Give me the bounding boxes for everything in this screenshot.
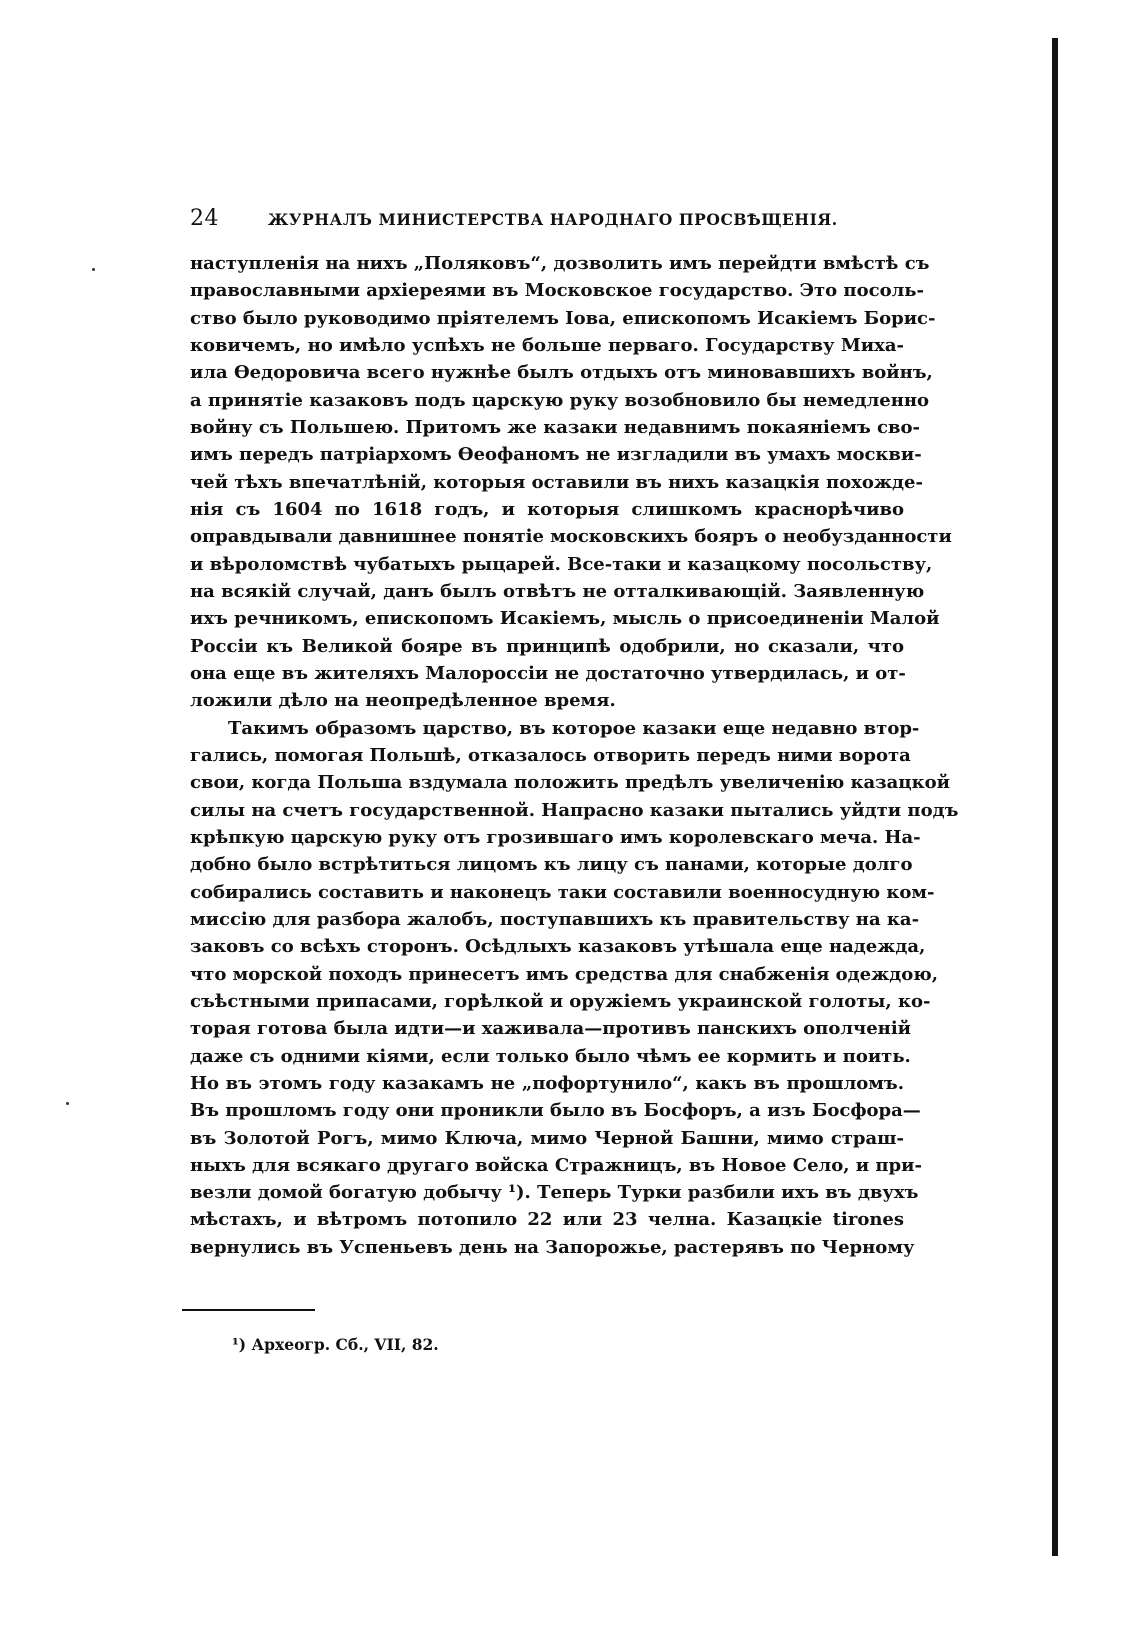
text-line: Такимъ образомъ царство, въ которое казаки еще недавно втор- — [228, 717, 920, 739]
page-header — [190, 206, 910, 236]
text-line: на всякій случай, данъ былъ отвѣтъ не отталкивающій. Заявленную — [190, 580, 925, 602]
text-line: въ Золотой Рогъ, мимо Ключа, мимо Черной Башни, мимо страш- — [190, 1127, 904, 1149]
scan-speck — [92, 268, 95, 271]
footnote: ¹) Археогр. Сб., VII, 82. — [232, 1335, 439, 1354]
text-line: чей тѣхъ впечатлѣній, которыя оставили въ нихъ казацкія похожде- — [190, 471, 923, 493]
text-line: а принятіе казаковъ подъ царскую руку возобновило бы немедленно — [190, 389, 930, 411]
text-line: нія съ 1604 по 1618 годъ, и которыя слишкомъ краснорѣчиво — [190, 498, 904, 520]
text-line: везли домой богатую добычу ¹). Теперь Турки разбили ихъ въ двухъ — [190, 1182, 919, 1204]
text-line: ныхъ для всякаго другаго войска Стражницъ, въ Новое Село, и при- — [190, 1154, 922, 1176]
text-line: крѣпкую царскую руку отъ грозившаго имъ королевскаго меча. На- — [190, 826, 921, 848]
text-line: ихъ речникомъ, епископомъ Исакіемъ, мысль о присоединеніи Малой — [190, 608, 940, 630]
footnote-divider — [182, 1309, 315, 1311]
text-line: Россіи къ Великой бояре въ принципѣ одобрили, но сказали, что — [190, 635, 904, 657]
text-line: торая готова была идти—и хаживала—противъ панскихъ ополченій — [190, 1018, 912, 1040]
text-line: православными архіереями въ Московское государство. Это посоль- — [190, 280, 924, 302]
text-line: она еще въ жителяхъ Малороссіи не достаточно утвердилась, и от- — [190, 662, 906, 684]
text-line: наступленія на нихъ „Поляковъ“, дозволить имъ перейдти вмѣстѣ съ — [190, 253, 930, 274]
text-line: добно было встрѣтиться лицомъ къ лицу съ панами, которые долго — [190, 854, 913, 876]
text-line: свои, когда Польша вздумала положить предѣлъ увеличенію казацкой — [190, 772, 950, 794]
body-text — [190, 250, 959, 1261]
text-line: оправдывали давнишнее понятіе московскихъ бояръ о необузданности — [190, 526, 952, 548]
text-line: войну съ Польшею. Притомъ же казаки недавнимъ покаяніемъ сво- — [190, 416, 920, 438]
text-line: ила Ѳедоровича всего нужнѣе былъ отдыхъ отъ миновавшихъ войнъ, — [190, 362, 933, 384]
scan-speck — [66, 1102, 69, 1105]
text-line: ложили дѣло на неопредѣленное время. — [190, 690, 616, 712]
text-line: заковъ со всѣхъ сторонъ. Осѣдлыхъ казаковъ утѣшала еще надежда, — [190, 936, 926, 958]
page-edge-shadow — [1052, 38, 1058, 1556]
running-title: ЖУРНАЛЪ МИНИСТЕРСТВА НАРОДНАГО ПРОСВѢЩЕНІЯ. — [268, 210, 838, 229]
text-line: ство было руководимо пріятелемъ Іова, епископомъ Исакіемъ Борис- — [190, 307, 936, 329]
text-line: гались, помогая Польшѣ, отказалось отворить передъ ними ворота — [190, 744, 911, 766]
text-line: имъ передъ патріархомъ Ѳеофаномъ не изгладили въ умахъ москви- — [190, 444, 922, 466]
text-line: что морской походъ принесетъ имъ средства для снабженія одеждою, — [190, 963, 939, 985]
paragraph — [190, 250, 952, 715]
text-line: и вѣроломствѣ чубатыхъ рыцарей. Все-таки и казацкому посольству, — [190, 553, 933, 575]
text-line: силы на счетъ государственной. Напрасно казаки пытались уйдти подъ — [190, 799, 959, 821]
text-line: ковичемъ, но имѣло успѣхъ не больше перваго. Государству Миха- — [190, 334, 904, 356]
text-line: Въ прошломъ году они проникли было въ Босфоръ, а изъ Босфора— — [190, 1100, 921, 1122]
text-line: Но въ этомъ году казакамъ не „пофортунило“, какъ въ прошломъ. — [190, 1072, 904, 1094]
text-line: миссію для разбора жалобъ, поступавшихъ къ правительству на ка- — [190, 908, 920, 930]
paragraph — [190, 715, 959, 1262]
text-line: съѣстными припасами, горѣлкой и оружіемъ украинской голоты, ко- — [190, 990, 931, 1012]
text-line: собирались составить и наконецъ таки составили военносудную ком- — [190, 881, 935, 903]
text-line: даже съ одними кіями, если только было чѣмъ ее кормить и поить. — [190, 1045, 911, 1067]
page-number: 24 — [190, 206, 219, 231]
text-line: мѣстахъ, и вѣтромъ потопило 22 или 23 челна. Казацкіе tirones — [190, 1209, 904, 1231]
text-line: вернулись въ Успеньевъ день на Запорожье, растерявъ по Черному — [190, 1236, 915, 1258]
